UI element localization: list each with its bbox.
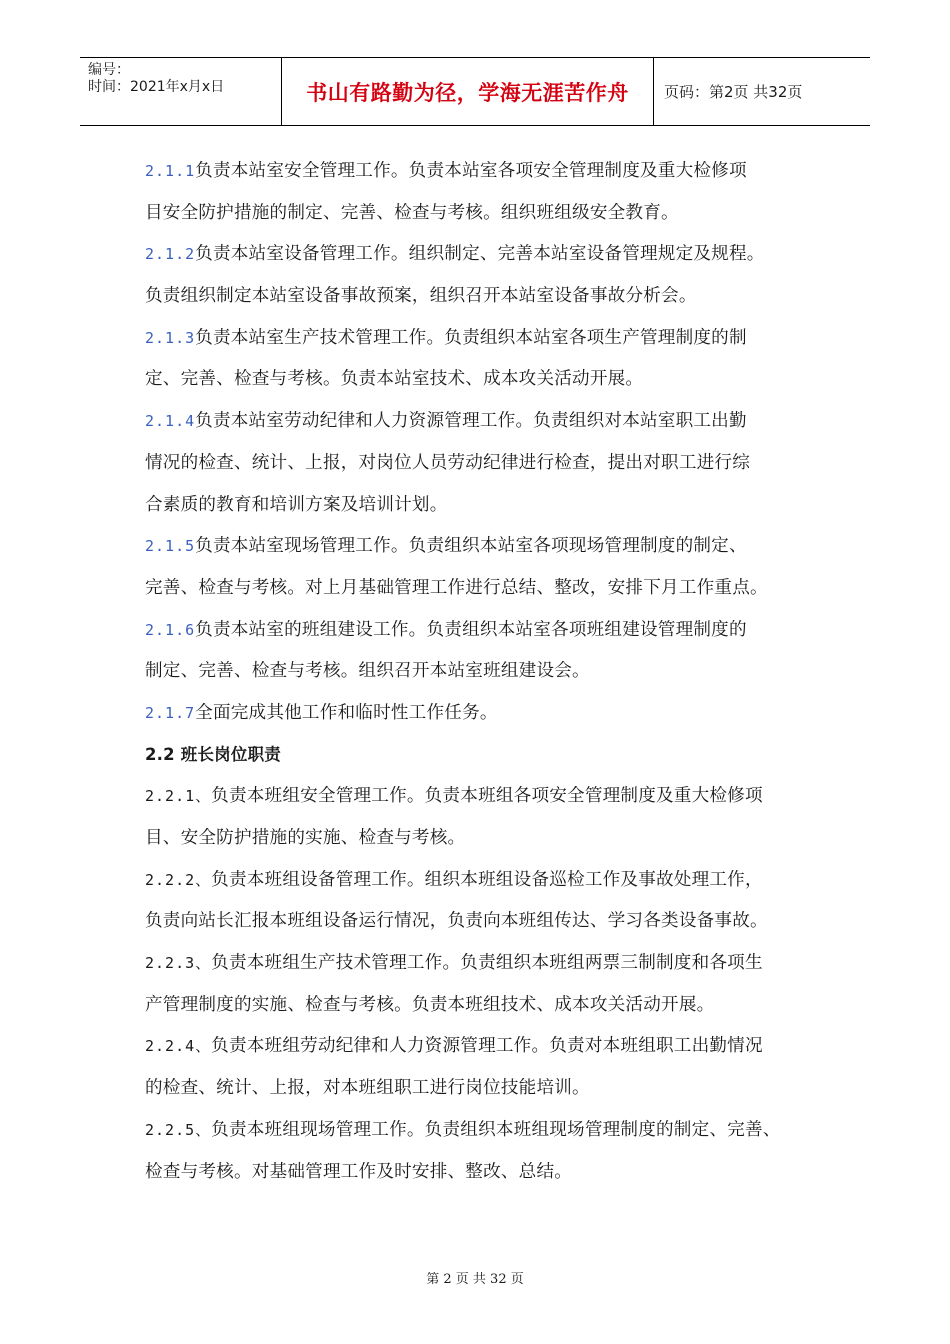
- clause-text: 负责本班组安全管理工作。负责本班组各项安全管理制度及重大检修项: [211, 786, 763, 807]
- document-header: [80, 57, 870, 126]
- paragraph-line: [145, 823, 825, 865]
- serial-number-label: 编号：: [88, 62, 130, 78]
- clause-number: 2.2.1、: [145, 787, 212, 806]
- clause-number: 2.2.4、: [145, 1037, 212, 1056]
- clause-text: 负责本站室现场管理工作。负责组织本站室各项现场管理制度的制定、: [195, 536, 747, 557]
- header-motto: 书山有路勤为径，学海无涯苦作舟: [281, 58, 654, 125]
- clause-number: 2.1.3: [145, 328, 196, 347]
- paragraph-line: [145, 281, 825, 323]
- section-2-1-list: [145, 156, 825, 740]
- paragraph-line: [145, 406, 825, 448]
- paragraph-line: [145, 990, 825, 1032]
- clause-text: 负责本站室设备管理工作。组织制定、完善本站室设备管理规定及规程。: [195, 244, 765, 265]
- section-2-2-list: [145, 781, 825, 1198]
- clause-text: 负责本站室劳动纪律和人力资源管理工作。负责组织对本站室职工出勤: [195, 411, 747, 432]
- paragraph-line: [145, 1157, 825, 1199]
- clause-text: 全面完成其他工作和临时性工作任务。: [195, 702, 498, 723]
- clause-text: 合素质的教育和培训方案及培训计划。: [145, 494, 448, 515]
- clause-number: 2.2.3、: [145, 954, 212, 973]
- paragraph-line: [145, 1115, 825, 1157]
- clause-text: 目、安全防护措施的实施、检查与考核。: [145, 828, 466, 848]
- clause-text: 定、完善、检查与考核。负责本站室技术、成本攻关活动开展。: [145, 369, 644, 390]
- paragraph-line: [145, 698, 825, 740]
- clause-text: 负责本班组生产技术管理工作。负责组织本班组两票三制制度和各项生: [211, 953, 763, 974]
- clause-number: 2.1.1: [145, 162, 196, 180]
- paragraph-line: [145, 781, 825, 823]
- clause-text: 制定、完善、检查与考核。组织召开本站室班组建设会。: [145, 661, 590, 682]
- document-body: [145, 156, 825, 1198]
- clause-number: 2.2.5、: [145, 1120, 212, 1139]
- paragraph-line: [145, 948, 825, 990]
- clause-text: 产管理制度的实施、检查与考核。负责本班组技术、成本攻关活动开展。: [145, 994, 715, 1015]
- header-page-info: 页码：第2页 共32页: [664, 83, 803, 101]
- clause-text: 的检查、统计、上报，对本班组职工进行岗位技能培训。: [145, 1078, 590, 1099]
- paragraph-line: [145, 490, 825, 532]
- paragraph-line: [145, 865, 825, 907]
- paragraph-line: [145, 364, 825, 406]
- clause-text: 负责本班组设备管理工作。组织本班组设备巡检工作及事故处理工作，: [211, 869, 763, 890]
- paragraph-line: [145, 656, 825, 698]
- paragraph-line: [145, 531, 825, 573]
- clause-text: 负责组织制定本站室设备事故预案，组织召开本站室设备事故分析会。: [145, 286, 697, 307]
- clause-text: 完善、检查与考核。对上月基础管理工作进行总结、整改，安排下月工作重点。: [145, 577, 768, 598]
- paragraph-line: [145, 448, 825, 490]
- clause-text: 情况的检查、统计、上报，对岗位人员劳动纪律进行检查，提出对职工进行综: [145, 452, 750, 473]
- paragraph-line: [145, 573, 825, 615]
- clause-text: 负责向站长汇报本班组设备运行情况，负责向本班组传达、学习各类设备事故。: [145, 911, 768, 932]
- paragraph-line: [145, 615, 825, 657]
- clause-text: 负责本班组现场管理工作。负责组织本班组现场管理制度的制定、完善、: [211, 1119, 781, 1140]
- clause-text: 目安全防护措施的制定、完善、检查与考核。组织班组级安全教育。: [145, 202, 679, 223]
- header-meta: [80, 58, 281, 125]
- clause-number: 2.1.6: [145, 620, 196, 639]
- page-footer: 第 2 页 共 32 页: [426, 1272, 524, 1287]
- paragraph-line: [145, 1031, 825, 1073]
- paragraph-line: [145, 1073, 825, 1115]
- paragraph-line: [145, 239, 825, 281]
- date-label: 时间：2021年x月x日: [88, 79, 225, 95]
- clause-number: 2.2.2、: [145, 870, 212, 889]
- clause-number: 2.1.7: [145, 703, 196, 722]
- clause-text: 负责本站室安全管理工作。负责本站室各项安全管理制度及重大检修项: [195, 161, 747, 181]
- paragraph-line: [145, 156, 825, 198]
- clause-text: 负责本站室生产技术管理工作。负责组织本站室各项生产管理制度的制: [195, 327, 747, 348]
- paragraph-line: [145, 323, 825, 365]
- paragraph-line: [145, 906, 825, 948]
- clause-number: 2.1.5: [145, 537, 196, 556]
- clause-number: 2.1.4: [145, 412, 196, 431]
- clause-text: 检查与考核。对基础管理工作及时安排、整改、总结。: [145, 1161, 573, 1182]
- section-heading-2-2: 2.2 班长岗位职责: [145, 744, 281, 764]
- clause-text: 负责本站室的班组建设工作。负责组织本站室各项班组建设管理制度的: [195, 619, 747, 640]
- clause-text: 负责本班组劳动纪律和人力资源管理工作。负责对本班组职工出勤情况: [211, 1036, 763, 1057]
- paragraph-line: [145, 198, 825, 240]
- clause-number: 2.1.2: [145, 245, 196, 264]
